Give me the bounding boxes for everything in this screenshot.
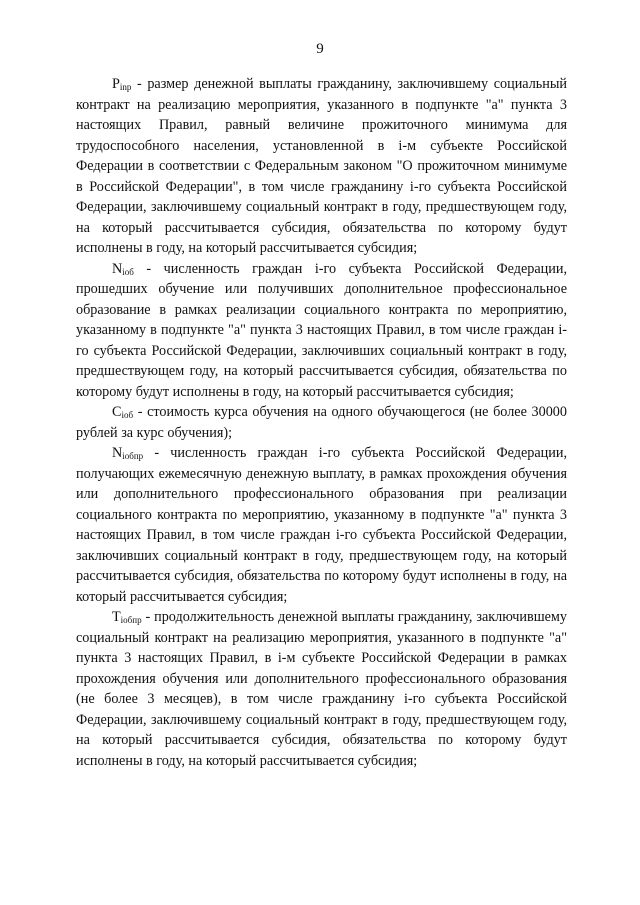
definition-n-iobpr: [76, 443, 567, 607]
variable-symbol: N: [112, 260, 123, 277]
definition-n-iob: [76, 259, 567, 403]
page-number: 9: [316, 41, 324, 57]
definition-text: - размер денежной выплаты гражданину, заключившему социальный контракт на реализацию мероприятия, указанного в подпункте "а" пункта 3 настоящих Правил, равный величине прожиточного минимума для трудоспособного населения, установленной в i-м субъекте Российской Федерации в соответствии с Федеральным законом "О прожиточном минимуме в Российской Федерации", в том числе гражданину i-го субъекта Российской Федерации, заключившему социальный контракт в году, предшествующем году, на который рассчитывается субсидия, обязательства по которому будут исполнены в году, на который рассчитывается субсидия;: [76, 76, 567, 256]
variable-symbol: P: [112, 76, 120, 92]
variable-symbol: N: [112, 445, 123, 461]
definition-t-iobpr: [76, 607, 567, 771]
variable-subscript: iобпр: [122, 451, 144, 461]
definition-text: - продолжительность денежной выплаты гражданину, заключившему социальный контракт на реализацию мероприятия, указанного в подпункте "а" пункта 3 настоящих Правил, в i-м субъекте Российской Федерации в рамках прохождения обучения или дополнительного профессионального образования (не более 3 месяцев), в том числе гражданину i-го субъекта Российской Федерации, заключившему социальный контракт в году, предшествующем году, на который рассчитывается субсидия, обязательства по которому будут исполнены в году, на который рассчитывается субсидия;: [76, 609, 567, 769]
variable-subscript: inp: [119, 82, 132, 92]
variable-subscript: iоб: [121, 410, 134, 420]
document-body: [76, 74, 567, 771]
definition-c-iob: [76, 402, 567, 443]
variable-symbol: T: [112, 609, 121, 625]
definition-p-inp: [76, 74, 567, 259]
definition-text: - численность граждан i-го субъекта Российской Федерации, получающих ежемесячную денежную выплату, в рамках прохождения обучения или дополнительного профессионального образования при реализации социального контракта по мероприятию, указанному в подпункте "а" пункта 3 настоящих Правил, в том числе граждан i-го субъекта Российской Федерации, заключивших социальный контракт в году, предшествующем году, на который рассчитывается субсидия, обязательства по которому будут исполнены в году, на который рассчитывается субсидия;: [76, 445, 567, 605]
variable-subscript: iоб: [122, 266, 134, 277]
definition-text: - численность граждан i-го субъекта Российской Федерации, прошедших обучение или получивших дополнительное профессиональное образование в рамках реализации социального контракта по мероприятию, указанному в подпункте "а" пункта 3 настоящих Правил, в том числе граждан i-го субъекта Российской Федерации, заключивших социальный контракт в году, предшествующем году, на который рассчитывается субсидия, обязательства по которому будут исполнены в году, на который рассчитывается субсидия;: [76, 260, 567, 400]
variable-subscript: iобпр: [120, 615, 142, 625]
definition-text: - стоимость курса обучения на одного обучающегося (не более 30000 рублей за курс обучения);: [76, 404, 567, 441]
variable-symbol: C: [112, 404, 122, 420]
